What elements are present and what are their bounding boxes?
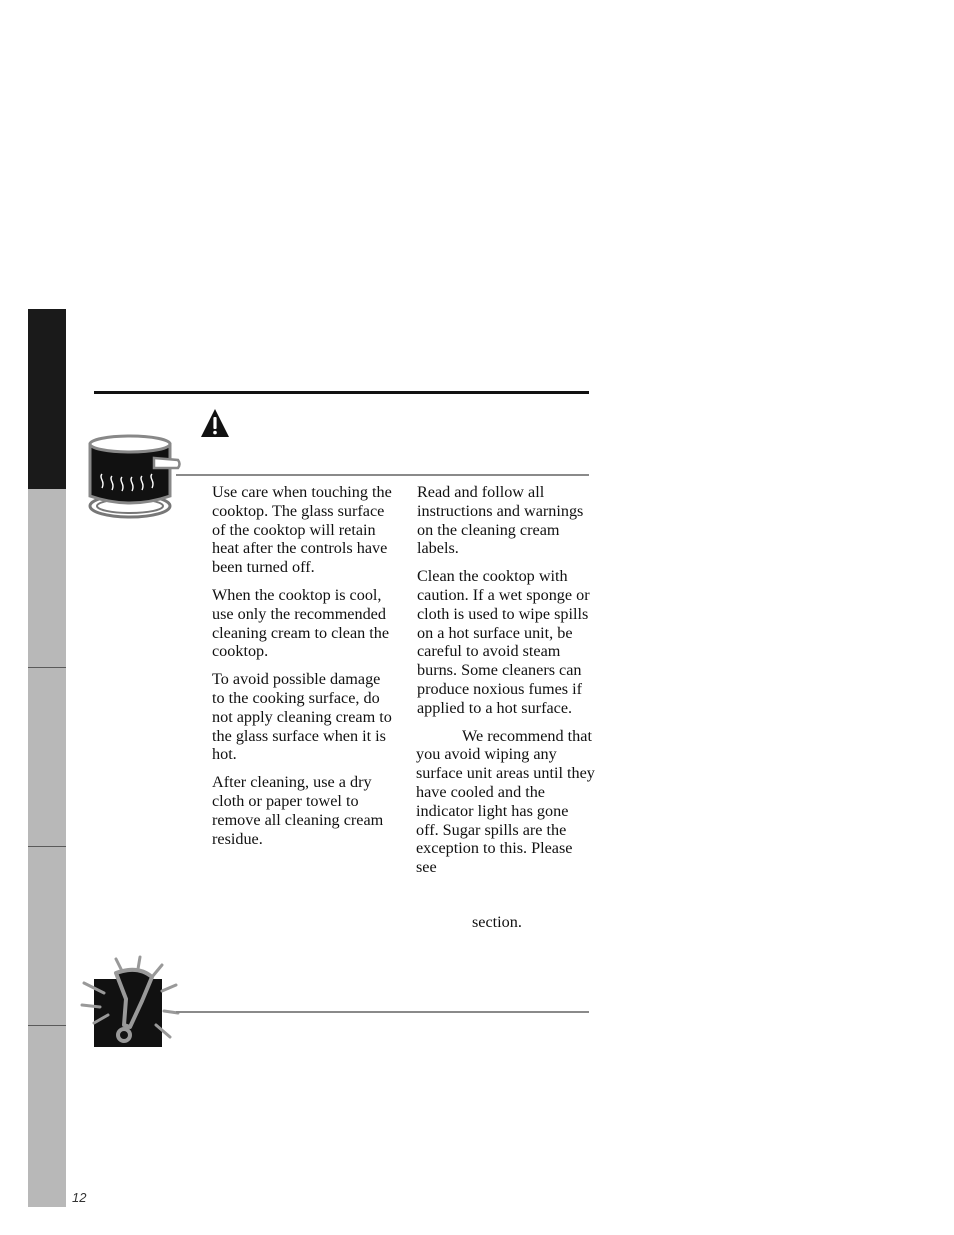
paragraph-cleaning-cream: When the cooktop is cool, use only the recommended cleaning cream to clean the cooktop. [212, 585, 390, 661]
lightbulb-tip-icon [80, 955, 184, 1051]
section-top-rule [94, 391, 589, 394]
paragraph-follow-labels: Read and follow all instructions and warnings on the cleaning cream labels. [417, 483, 584, 558]
paragraph-avoid-damage: To avoid possible damage to the cooking surface, do not apply cleaning cream to the glass surface when it is hot. [212, 670, 392, 764]
hot-pot-icon [84, 430, 184, 522]
paragraph-hot-glass: Use care when touching the cooktop. The glass surface of the cooktop will retain heat after the controls have been turned off. [212, 483, 392, 577]
tip-divider-rule [176, 1011, 589, 1013]
safety-column-left [212, 483, 392, 857]
side-tab-inactive [28, 489, 66, 1207]
side-tab-strip [28, 309, 66, 1207]
side-tab-divider [28, 846, 66, 847]
side-tab-divider [28, 1025, 66, 1026]
safety-column-right [417, 483, 595, 886]
page-number: 12 [72, 1190, 87, 1205]
paragraph-steam-caution: Clean the cooktop with caution. If a wet sponge or cloth is used to wipe spills on a hot surface unit, be careful to avoid steam burns. Some cleaners can produce noxious fumes if applied to a hot surface. [417, 567, 590, 717]
side-tab-active [28, 309, 66, 489]
paragraph-recommendation: We recommend that you avoid wiping any surface unit areas until they have cooled and the indicator light has gone off. Sugar spills are the exception to this. Please see [416, 726, 595, 877]
section-reference-tail: section. [472, 913, 522, 931]
section-divider-rule [176, 474, 589, 476]
warning-triangle-icon [200, 408, 230, 438]
paragraph-remove-residue: After cleaning, use a dry cloth or paper towel to remove all cleaning cream residue. [212, 773, 384, 848]
side-tab-divider [28, 667, 66, 668]
